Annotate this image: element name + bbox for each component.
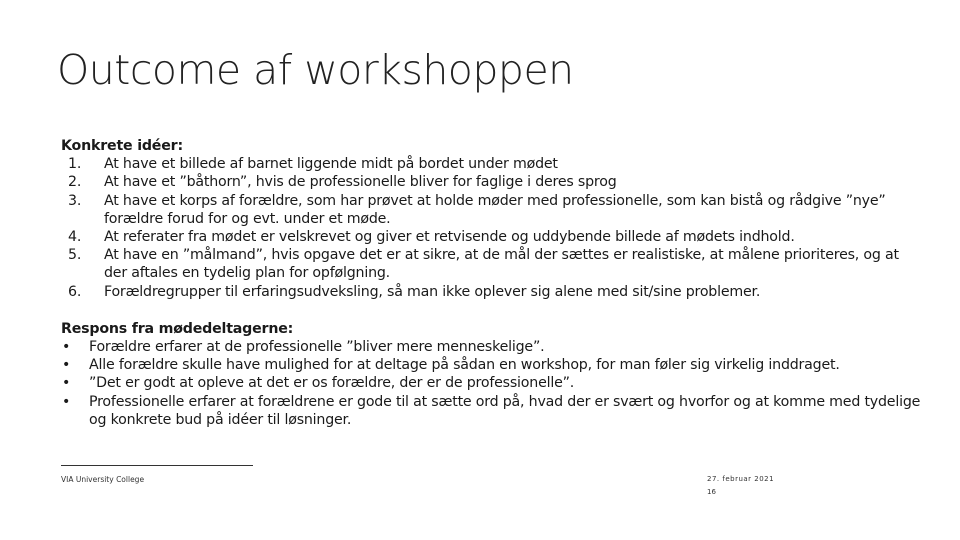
footer-divider — [61, 465, 253, 466]
list-text: At have en ”målmand”, hvis opgave det er at sikre, at de mål der sættes er realistiske, at målene prioriteres, og at der aftales en tydelig plan for opfølgning. — [104, 247, 899, 282]
responses-list — [61, 338, 921, 429]
page-number: 16 — [707, 488, 716, 496]
list-text: Forældregrupper til erfaringsudveksling, så man ikke oplever sig alene med sit/sine problemer. — [104, 283, 761, 300]
list-item — [61, 374, 921, 392]
section-gap — [61, 301, 921, 320]
bullet-icon: • — [62, 357, 71, 374]
list-text: ”Det er godt at opleve at det er os forældre, der er de professionelle”. — [89, 375, 575, 392]
ideas-heading: Konkrete idéer: — [61, 138, 183, 154]
list-number: 1. — [68, 156, 82, 173]
list-item — [61, 155, 921, 173]
list-item — [61, 192, 921, 228]
list-text: Alle forældre skulle have mulighed for at deltage på sådan en workshop, for man føler sig virkelig inddraget. — [89, 357, 840, 374]
list-text: At have et billede af barnet liggende midt på bordet under mødet — [104, 156, 558, 173]
list-text: Forældre erfarer at de professionelle ”bliver mere menneskelige”. — [89, 339, 545, 356]
list-item — [61, 356, 921, 374]
list-text: At referater fra mødet er velskrevet og giver et retvisende og uddybende billede af mødets indhold. — [104, 229, 795, 246]
list-item — [61, 228, 921, 246]
list-text: At have et ”båthorn”, hvis de professionelle bliver for faglige i deres sprog — [104, 174, 617, 191]
list-number: 6. — [68, 283, 82, 300]
list-number: 2. — [68, 174, 82, 191]
responses-heading: Respons fra mødedeltagerne: — [61, 320, 294, 337]
slide-title: Outcome af workshoppen — [57, 46, 574, 94]
list-number: 5. — [68, 247, 82, 264]
list-number: 4. — [68, 229, 82, 246]
list-item — [61, 393, 921, 429]
list-text: Professionelle erfarer at forældrene er gode til at sætte ord på, hvad der er svært og hvorfor og at komme med tydelige og konkrete bud på idéer til løsninger. — [89, 393, 921, 428]
bullet-icon: • — [62, 375, 71, 392]
list-item — [61, 173, 921, 191]
footer-date: 27. februar 2021 — [707, 475, 775, 483]
slide-content — [61, 137, 921, 429]
bullet-icon: • — [62, 339, 71, 356]
list-number: 3. — [68, 192, 82, 209]
bullet-icon: • — [62, 393, 71, 410]
list-item — [61, 283, 921, 301]
ideas-list — [61, 155, 921, 301]
list-text: At have et korps af forældre, som har prøvet at holde møder med professionelle, som kan bistå og rådgive ”nye” forældre forud for og evt. under et møde. — [104, 192, 886, 227]
list-item — [61, 246, 921, 282]
list-item — [61, 338, 921, 356]
footer-organization: VIA University College — [61, 475, 145, 484]
